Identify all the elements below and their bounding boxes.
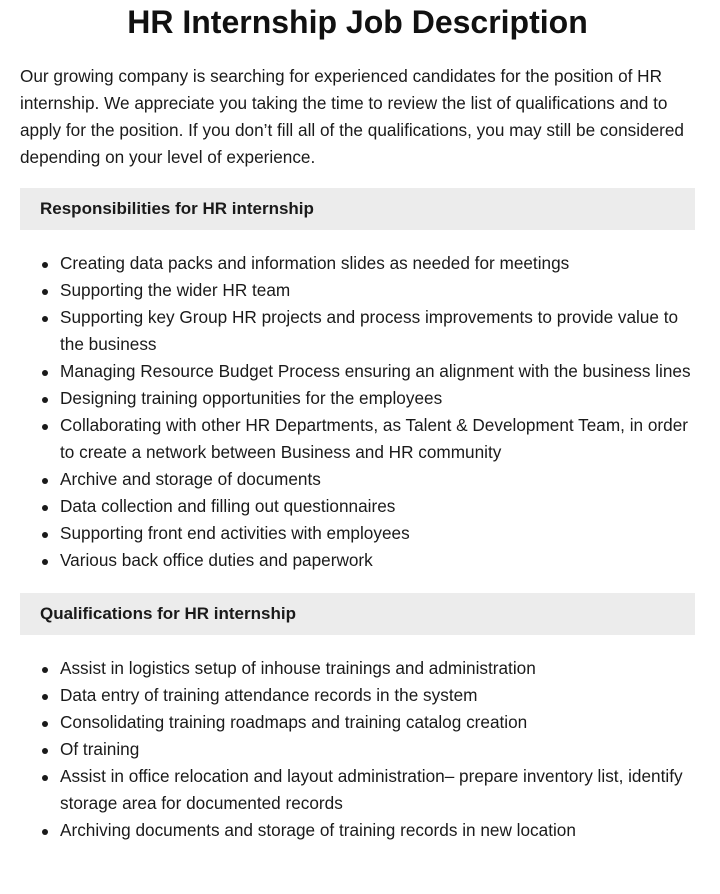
list-item: Managing Resource Budget Process ensuring an alignment with the business lines bbox=[20, 358, 695, 385]
list-item: Data entry of training attendance records in the system bbox=[20, 682, 695, 709]
list-item: Creating data packs and information slides as needed for meetings bbox=[20, 250, 695, 277]
list-item: Of training bbox=[20, 736, 695, 763]
list-item: Supporting front end activities with employees bbox=[20, 520, 695, 547]
page-title: HR Internship Job Description bbox=[127, 4, 588, 40]
list-item: Archiving documents and storage of training records in new location bbox=[20, 817, 695, 844]
list-item: Data collection and filling out questionnaires bbox=[20, 493, 695, 520]
list-item: Assist in office relocation and layout administration– prepare inventory list, identify storage area for documented records bbox=[20, 763, 695, 817]
intro-paragraph: Our growing company is searching for experienced candidates for the position of HR internship. We appreciate you taking the time to review the list of qualifications and to apply for the position. If you don’t fill all of the qualifications, you may still be considered depending on your level of experience. bbox=[20, 66, 684, 167]
list-item: Consolidating training roadmaps and training catalog creation bbox=[20, 709, 695, 736]
qualifications-list bbox=[20, 655, 695, 844]
responsibilities-list bbox=[20, 250, 695, 574]
list-item: Supporting the wider HR team bbox=[20, 277, 695, 304]
list-item: Assist in logistics setup of inhouse trainings and administration bbox=[20, 655, 695, 682]
qualifications-header: Qualifications for HR internship bbox=[20, 593, 695, 635]
list-item: Archive and storage of documents bbox=[20, 466, 695, 493]
list-item: Designing training opportunities for the employees bbox=[20, 385, 695, 412]
list-item: Collaborating with other HR Departments, as Talent & Development Team, in order to create a network between Business and HR community bbox=[20, 412, 695, 466]
responsibilities-header: Responsibilities for HR internship bbox=[20, 188, 695, 230]
list-item: Various back office duties and paperwork bbox=[20, 547, 695, 574]
list-item: Supporting key Group HR projects and process improvements to provide value to the business bbox=[20, 304, 695, 358]
